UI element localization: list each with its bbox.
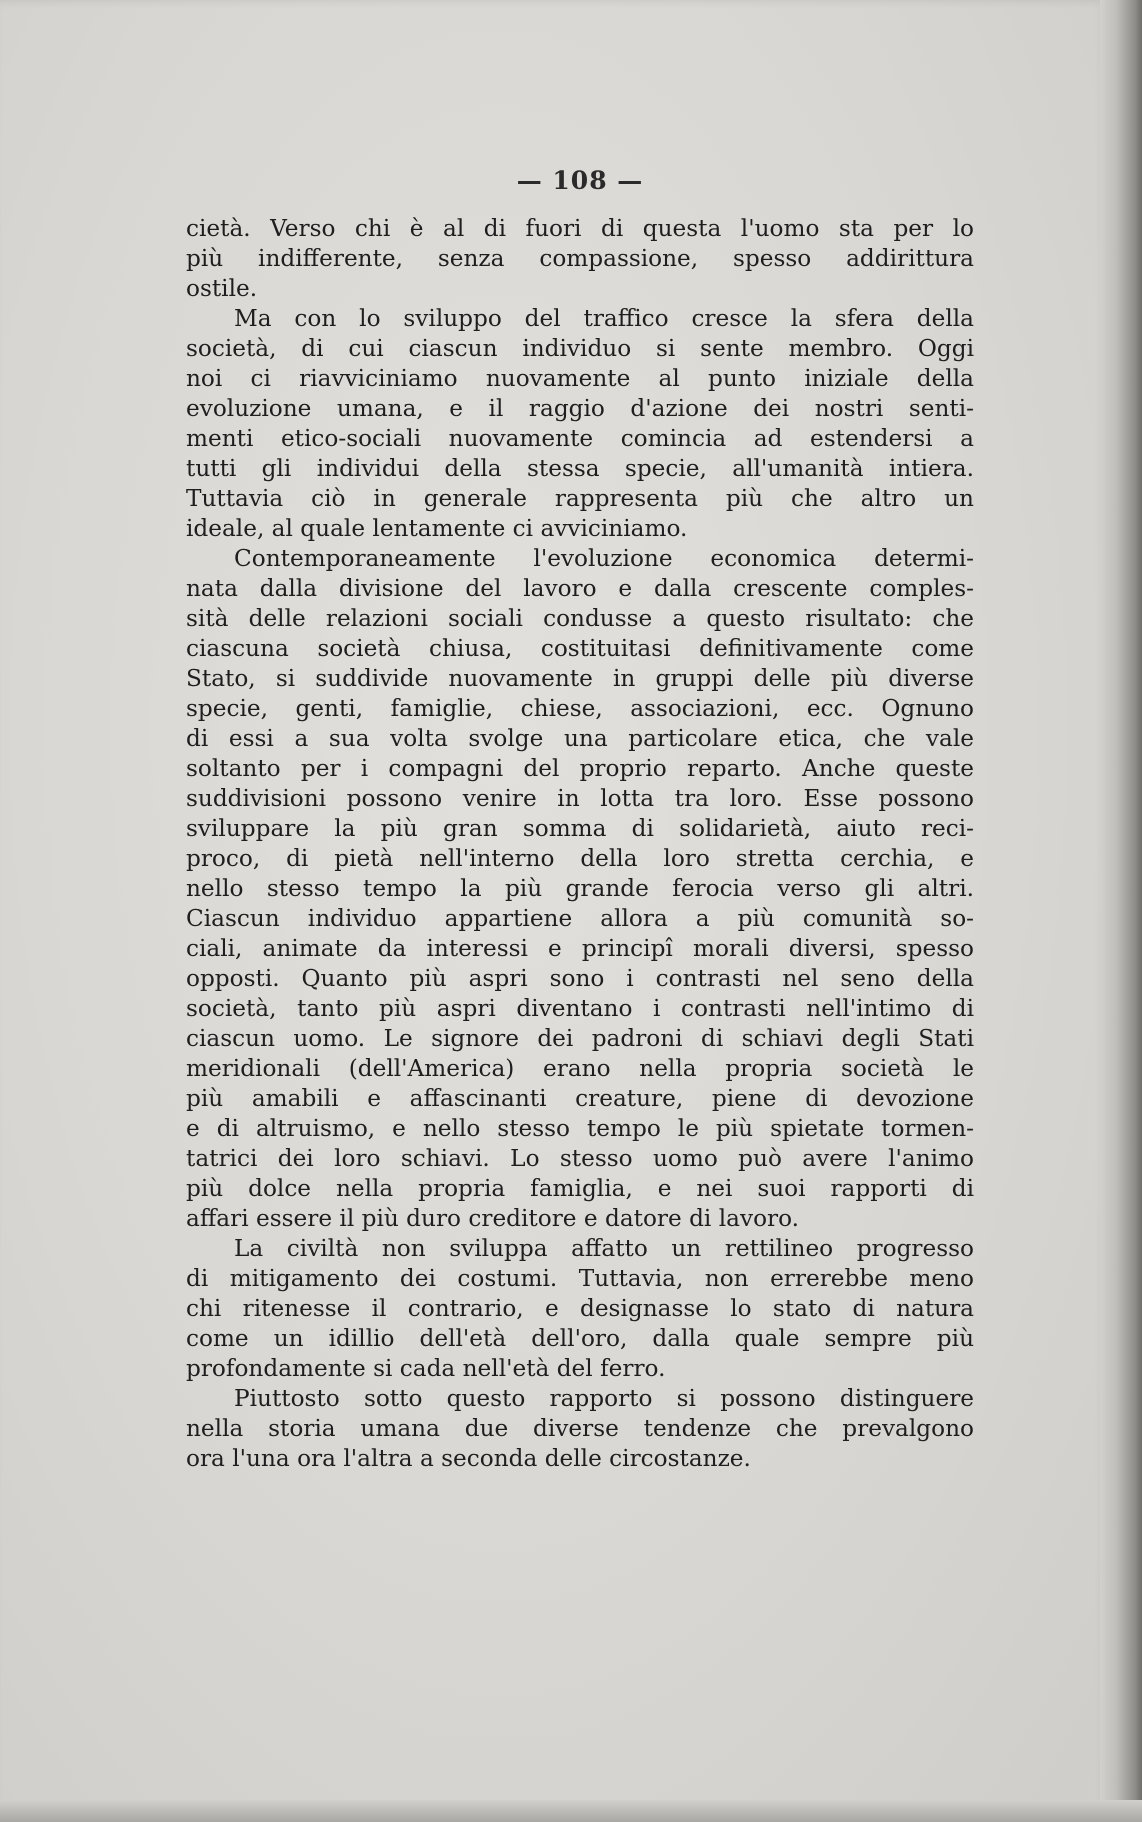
text-line: ciali, animate da interessi e principî morali diversi, spesso [186, 935, 974, 962]
text-line: tatrici dei loro schiavi. Lo stesso uomo può avere l'animo [186, 1145, 974, 1172]
text-line: La civiltà non sviluppa affatto un rettilineo progresso [234, 1235, 974, 1262]
text-line: Contemporaneamente l'evoluzione economica determi- [234, 545, 974, 572]
text-line: chi ritenesse il contrario, e designasse lo stato di natura [186, 1295, 974, 1322]
page-edge-right [1100, 0, 1142, 1822]
text-line: profondamente si cada nell'età del ferro. [186, 1355, 666, 1382]
text-line: cietà. Verso chi è al di fuori di questa l'uomo sta per lo [186, 215, 974, 242]
text-line: società, tanto più aspri diventano i contrasti nell'intimo di [186, 995, 974, 1022]
text-line: nello stesso tempo la più grande ferocia verso gli altri. [186, 875, 974, 902]
text-line: ciascun uomo. Le signore dei padroni di schiavi degli Stati [186, 1025, 974, 1052]
text-line: evoluzione umana, e il raggio d'azione dei nostri senti- [186, 395, 974, 422]
page-edge-bottom [0, 1800, 1142, 1822]
text-line: società, di cui ciascun individuo si sente membro. Oggi [186, 335, 974, 362]
text-line: di mitigamento dei costumi. Tuttavia, non errerebbe meno [186, 1265, 974, 1292]
text-line: di essi a sua volta svolge una particolare etica, che vale [186, 725, 974, 752]
text-line: noi ci riavviciniamo nuovamente al punto iniziale della [186, 365, 974, 392]
text-line: ciascuna società chiusa, costituitasi definitivamente come [186, 635, 974, 662]
text-line: Tuttavia ciò in generale rappresenta più che altro un [186, 485, 974, 512]
text-line: specie, genti, famiglie, chiese, associazioni, ecc. Ognuno [186, 695, 974, 722]
text-line: soltanto per i compagni del proprio reparto. Anche queste [186, 755, 974, 782]
text-line: ostile. [186, 275, 258, 302]
body-text [186, 214, 974, 1474]
text-line: menti etico-sociali nuovamente comincia ad estendersi a [186, 425, 974, 452]
text-line: più dolce nella propria famiglia, e nei suoi rapporti di [186, 1175, 974, 1202]
text-line: proco, di pietà nell'interno della loro stretta cerchia, e [186, 845, 974, 872]
text-line: più indifferente, senza compassione, spesso addirittura [186, 245, 974, 272]
text-line: opposti. Quanto più aspri sono i contrasti nel seno della [186, 965, 974, 992]
text-line: Ciascun individuo appartiene allora a più comunità so- [186, 905, 974, 932]
text-line: tutti gli individui della stessa specie, all'umanità intiera. [186, 455, 974, 482]
text-line: Piuttosto sotto questo rapporto si possono distinguere [234, 1385, 974, 1412]
text-line: nella storia umana due diverse tendenze che prevalgono [186, 1415, 974, 1442]
text-line: e di altruismo, e nello stesso tempo le più spietate tormen- [186, 1115, 974, 1142]
text-line: Ma con lo sviluppo del traffico cresce la sfera della [234, 305, 974, 332]
text-line: ora l'una ora l'altra a seconda delle circostanze. [186, 1445, 751, 1472]
text-line: sità delle relazioni sociali condusse a questo risultato: che [186, 605, 974, 632]
text-line: nata dalla divisione del lavoro e dalla crescente comples- [186, 575, 974, 602]
text-line: più amabili e affascinanti creature, piene di devozione [186, 1085, 974, 1112]
text-line: ideale, al quale lentamente ci avviciniamo. [186, 515, 688, 542]
text-line: sviluppare la più gran somma di solidarietà, aiuto reci- [186, 815, 974, 842]
text-line: suddivisioni possono venire in lotta tra loro. Esse possono [186, 785, 974, 812]
text-line: come un idillio dell'età dell'oro, dalla quale sempre più [186, 1325, 974, 1352]
text-line: affari essere il più duro creditore e datore di lavoro. [186, 1205, 800, 1232]
text-line: Stato, si suddivide nuovamente in gruppi delle più diverse [186, 665, 974, 692]
text-line: meridionali (dell'America) erano nella propria società le [186, 1055, 974, 1082]
page-number: — 108 — [516, 166, 644, 195]
